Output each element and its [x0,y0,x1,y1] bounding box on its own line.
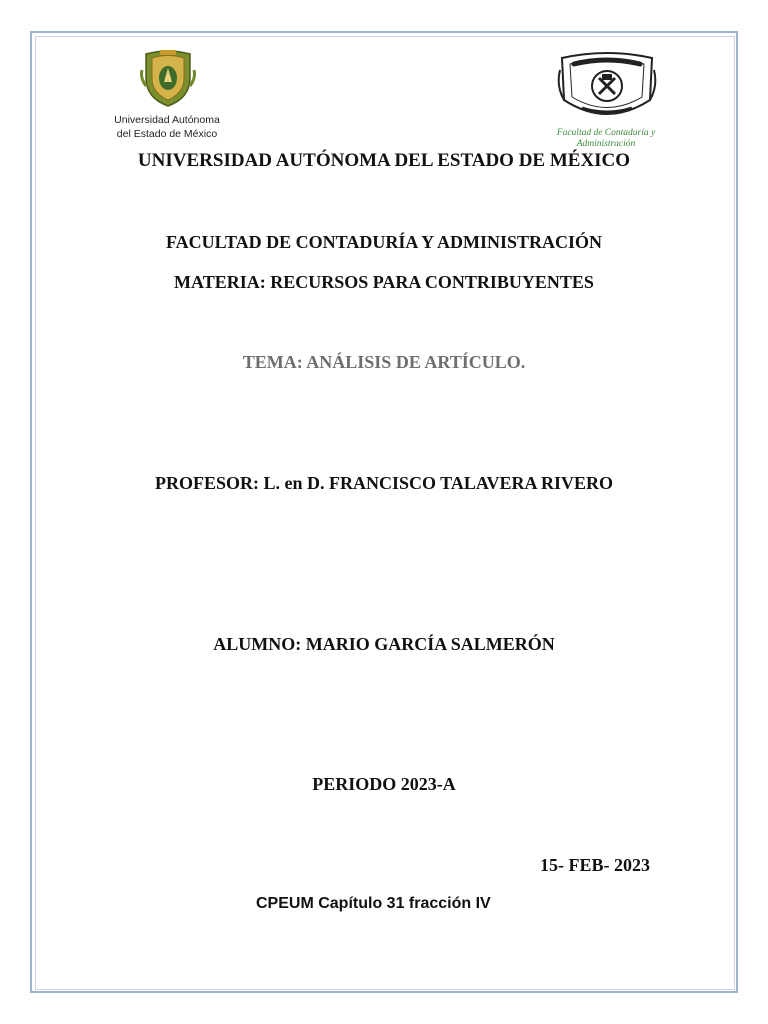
uaemex-logo [108,46,226,146]
uaemex-logo-line2: del Estado de México [116,128,218,140]
date-line: 15- FEB- 2023 [540,855,650,875]
faculty-logo [536,50,676,150]
faculty-logo-line2: Administración [576,139,636,149]
uaemex-logo-line1: Universidad Autónoma [114,114,220,126]
page-border-inner [35,36,735,990]
faculty-name: FACULTAD DE CONTADURÍA Y ADMINISTRACIÓN [165,232,603,252]
university-name: UNIVERSIDAD AUTÓNOMA DEL ESTADO DE MÉXICO [137,150,631,171]
professor-line: PROFESOR: L. en D. FRANCISCO TALAVERA RIVERO [154,473,614,493]
faculty-seal-icon [554,50,660,124]
period-line: PERIODO 2023-A [312,774,456,794]
uaemex-crest-icon [140,48,196,108]
subject-line: MATERIA: RECURSOS PARA CONTRIBUYENTES [174,272,594,292]
topic-line: TEMA: ANÁLISIS DE ARTÍCULO. [242,352,526,372]
student-line: ALUMNO: MARIO GARCÍA SALMERÓN [213,634,555,654]
reference-line: CPEUM Capítulo 31 fracción IV [256,895,491,912]
faculty-logo-line1: Facultad de Contaduría y [556,128,656,138]
